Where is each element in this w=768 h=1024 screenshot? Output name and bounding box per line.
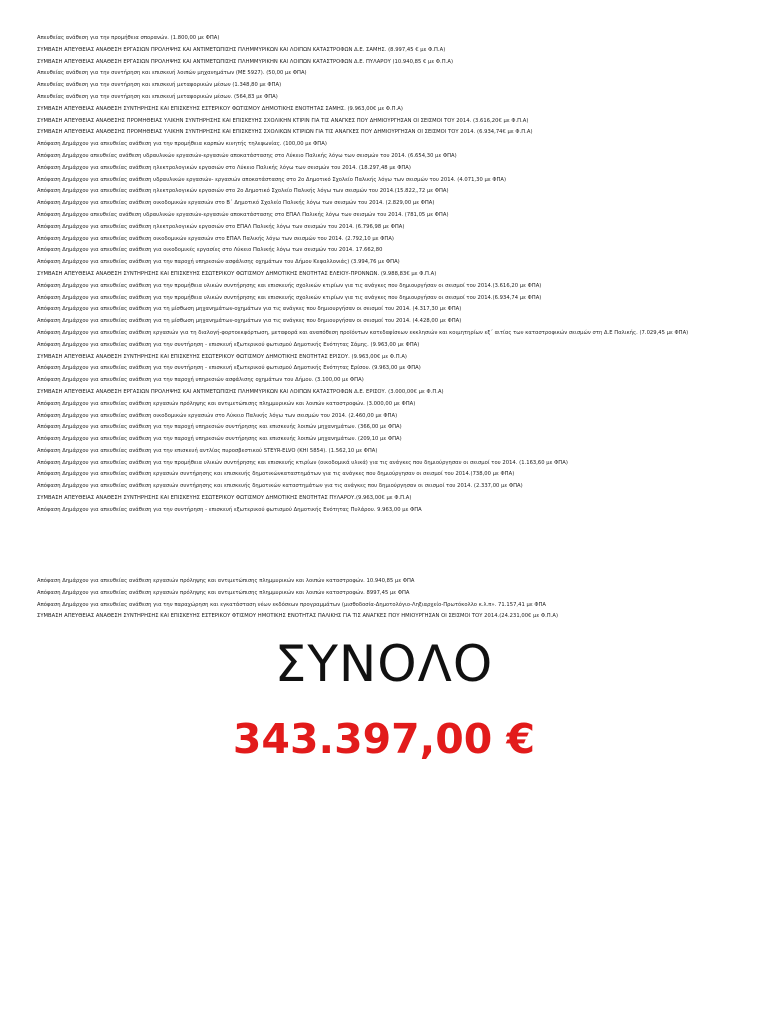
total-label: ΣΥΝΟΛΟ: [274, 635, 494, 693]
list-item: Απόφαση Δημάρχου για απευθείας ανάθεση για την παραχώρηση και εγκατάσταση νέων εκδόσεων προγραμμάτων (μισθοδοσία-Δημοτολόγιο-Ληξιαρχείο-Πρωτόκολλο κ.λ.π». 71.157,41 με ΦΠΑ: [37, 601, 547, 608]
list-item: Απόφαση Δημάρχου για απευθείας ανάθεση για την συντήρηση - επισκευή εξωτερικού φωτισμού Δημοτικής Ενότητας Σάμης. (9.963,00 με ΦΠΑ): [37, 341, 420, 348]
list-item: Απόφαση Δημάρχου για απευθείας ανάθεση για την προμήθεια υλικών συντήρησης και επισκευής κτιρίων (οικοδομικά υλικά) για τις ανάγκες που δημιούργησαν οι σεισμοί του 2014. (1.163,60 με ΦΠΑ): [37, 459, 568, 466]
list-item: ΣΥΜΒΑΣΗ ΑΠΕΥΘΕΙΑΣ ΑΝΑΘΕΣΗΣ ΠΡΟΜΗΘΕΙΑΣ ΥΛΙΚΗΝ ΣΥΝΤΗΡΗΣΗΣ ΚΑΙ ΕΠΙΣΚΕΥΗΣ ΣΧΟΛΙΚΗΝ ΚΤΙΡΙΝ ΓΙΑ ΤΙΣ ΑΝΑΓΚΕΣ ΠΟΥ ΔΗΜΙΟΥΡΓΗΣΑΝ ΟΙ ΣΕΙΣΜΟΙ ΤΟΥ 2014. (3.616,20€ με Φ.Π.Α): [37, 117, 529, 124]
list-item: Απευθείας ανάθεση για την προμήθεια σπορανών. (1.800,00 με ΦΠΑ): [37, 35, 220, 41]
list-item: ΣΥΜΒΑΣΗ ΑΠΕΥΘΕΙΑΣ ΑΝΑΘΕΣΗ ΕΡΓΑΣΙΩΝ ΠΡΟΛΗΨΗΣ ΚΑΙ ΑΝΤΙΜΕΤΩΠΙΣΗΣ ΠΛΗΜΜΥΡΙΚΗΝ ΚΑΙ ΛΟΙΠΩΝ ΚΑΤΑΣΤΡΟΦΩΝ Δ.Ε. ΠΥΛΑΡΟΥ (10.940,85 € με Φ.Π.Α): [37, 58, 454, 65]
list-item: ΣΥΜΒΑΣΗ ΑΠΕΥΘΕΙΑΣ ΑΝΑΘΕΣΗ ΣΥΝΤΗΡΗΣΗΣ ΚΑΙ ΕΠΙΣΚΕΥΗΣ ΕΣΤΕΡΙΚΟΥ ΦΩΤΙΣΜΟΥ ΔΗΜΟΤΙΚΗΣ ΕΝΟΤΗΤΑΣ ΣΑΜΗΣ. (9.963,00€ με Φ.Π.Α): [37, 105, 403, 112]
list-item: Απόφαση Δημάρχου για απευθείας ανάθεση εργασιών για τη διαλογή-φορτοεκφόρτωση, μεταφορά και αναπόθεση προϊόντων κατεδαφίσεων εκκλησιών και κοιμητηρίων εξ΄ αιτίας των καταστροφικών σεισμών στη Δ.Ε Παλικής. (7.029,45 με ΦΠΑ): [37, 329, 689, 336]
list-item: Απόφαση Δημάρχου για απευθείας ανάθεση για την παροχή υπηρεσιών συντήρησης και επισκευής λοιπών μηχανημάτων. (366,00 με ΦΠΑ): [37, 424, 402, 431]
list-item: Απόφαση Δημάρχου για απευθείας ανάθεση για την παροχή υπηρεσιών ασφάλισης οχημάτων του Δήμου Κεφαλλονιάς) (3.994,76 με ΦΠΑ): [37, 259, 400, 266]
list-item: Απόφαση Δημάρχου για απευθείας ανάθεση για την επισκευή αντλίας πυροσβεστικού STEYR-ELVO (ΚΗΙ 5854). (1.562,10 με ΦΠΑ): [37, 447, 378, 454]
list-item: Απόφαση Δημάρχου για απευθείας ανάθεση για οικοδομικές εργασίες στο Λύκειο Παλικής λόγω των σεισμών του 2014. 17.662,80: [37, 247, 383, 254]
expense-list-main: [37, 33, 762, 517]
list-item: ΣΥΜΒΑΣΗ ΑΠΕΥΘΕΙΑΣ ΑΝΑΘΕΣΗ ΣΥΝΤΗΡΗΣΗΣ ΚΑΙ ΕΠΙΣΚΕΥΗΣ ΕΣΩΤΕΡΙΚΟΥ ΦΩΤΙΣΜΟΥ ΔΗΜΟΤΙΚΗΣ ΕΝΟΤΗΤΑΣ ΕΡΙΣΟΥ. (9.963,00€ με Φ.Π.Α): [37, 353, 407, 360]
list-item: Απευθείας ανάθεση για την συντήρηση και επισκευή λοιπών μηχανημάτων (ΜΕ 5927). (50,00 με ΦΠΑ): [37, 70, 307, 77]
list-item: Απόφαση Δημάρχου απευθείας ανάθεση υδραυλικών εργασιών-εργασιών αποκατάστασης στο Λύκειο Παλικής λόγω των σεισμών του 2014. (6.654,30 με ΦΠΑ): [37, 152, 457, 159]
list-item: Απευθείας ανάθεση για την συντήρηση και επισκευή μεταφορικών μέσων (1.348,80 με ΦΠΑ): [37, 82, 282, 89]
list-item: Απόφαση Δημάρχου για απευθείας ανάθεση για τη μίσθωση μηχανημάτων-οχημάτων για τις ανάγκες που δημιουργήσαν οι σεισμοί του 2014. (4.428,00 με ΦΠΑ): [37, 318, 462, 325]
list-item: Απόφαση Δημάρχου για απευθείας ανάθεση οικοδομικών εργασιών στο Λύκειο Παλικής λόγω των σεισμών του 2014. (2.460,00 με ΦΠΑ): [37, 412, 398, 419]
list-item: Απόφαση Δημάρχου για απευθείας ανάθεση εργασιών πρόληψης και αντιμετώπισης πλημμυρικών και λοιπών καταστροφών. 10.940,85 με ΦΠΑ: [37, 578, 415, 584]
list-item: ΣΥΜΒΑΣΗ ΑΠΕΥΘΕΙΑΣ ΑΝΑΘΕΣΗ ΕΡΓΑΣΙΩΝ ΠΡΟΛΗΨΗΣ ΚΑΙ ΑΝΤΙΜΕΤΩΠΙΣΗΣ ΠΛΗΜΜΥΡΙΚΩΝ ΚΑΙ ΛΟΙΠΩΝ ΚΑΤΑΣΤΡΟΦΩΝ Δ.Ε. ΕΡΙΣΟΥ. (3.000,00€ με Φ.Π.Α): [37, 388, 444, 395]
list-item: Απόφαση Δημάρχου για απευθείας ανάθεση για την προμήθεια καρπών κινητής τηλεφωνίας. (100,00 με ΦΠΑ): [37, 141, 327, 148]
list-item: Απόφαση Δημάρχου για απευθείας ανάθεση για τη μίσθωση μηχανημάτων-οχημάτων για τις ανάγκες που δημιουργήσαν οι σεισμοί του 2014. (4.317,30 με ΦΠΑ): [37, 306, 462, 313]
list-item: Απόφαση Δημάρχου για απευθείας ανάθεση εργασιών πρόληψης και αντιμετώπισης πλημμυρικών και λοιπών καταστροφών. (3.000,00 με ΦΠΑ): [37, 400, 416, 407]
list-item: Απόφαση Δημάρχου για απευθείας ανάθεση εργασιών πρόληψης και αντιμετώπισης πλημμυρικών και λοιπών καταστροφών. 8997,45 με ΦΠΑ: [37, 589, 410, 596]
list-item: Απόφαση Δημάρχου για απευθείας ανάθεση οικοδομικών εργασιών στο Β΄ Δημοτικό Σχολείο Παλικής λόγω των σεισμών του 2014. (2.829,00 με ΦΠΑ): [37, 200, 435, 207]
list-item: ΣΥΜΒΑΣΗ ΑΠΕΥΘΕΙΑΣ ΑΝΑΘΕΣΗ ΣΥΝΤΗΡΗΣΗΣ ΚΑΙ ΕΠΙΣΚΕΥΗΣ ΕΣΩΤΕΡΙΚΟΥ ΦΩΤΙΣΜΟΥ ΔΗΜΟΤΙΚΗΣ ΕΝΟΤΗΤΑΣ ΠΥΛΑΡΟΥ.(9.963,00€ με Φ.Π.Α): [37, 495, 412, 502]
list-item: ΣΥΜΒΑΣΗ ΑΠΕΥΘΕΙΑΣ ΑΝΑΘΕΣΗΣ ΠΡΟΜΗΘΕΙΑΣ ΥΛΙΚΗΝ ΣΥΝΤΗΡΗΣΗΣ ΚΑΙ ΕΠΙΣΚΕΥΗΣ ΣΧΟΛΙΚΩΝ ΚΤΙΡΙΩΝ ΓΙΑ ΤΙΣ ΑΝΑΓΚΕΣ ΠΟΥ ΔΗΜΙΟΥΡΓΗΣΑΝ ΟΙ ΣΕΙΣΜΟΙ ΤΟΥ 2014. (6.934,74€ με Φ.Π.Α): [37, 129, 533, 136]
expense-list-additional: [37, 576, 762, 623]
list-item: Απόφαση Δημάρχου για απευθείας ανάθεση υδραυλικών εργασιών- εργασιών αποκατάστασης στο 2ο Δημοτικό Σχολείο Παλικής λόγω των σεισμών του 2014. (4.071,30 με ΦΠΑ): [37, 176, 507, 183]
list-item: Απόφαση Δημάρχου για απευθείας ανάθεση για την παροχή υπηρεσιών συντήρησης και επισκευής λοιπών μηχανημάτων. (209,10 με ΦΠΑ): [37, 436, 402, 443]
list-item: ΣΥΜΒΑΣΗ ΑΠΕΥΘΕΙΑΣ ΑΝΑΘΕΣΗ ΣΥΝΤΗΡΗΣΗΣ ΚΑΙ ΕΠΙΣΚΕΥΗΣ ΕΣΤΕΡΙΚΟΥ ΦΤΙΣΜΟΥ ΗΜΟΤΙΚΗΣ ΕΝΟΤΗΤΑΣ ΠΑΛΙΚΗΣ ΓΙΑ ΤΙΣ ΑΝΑΓΚΕΣ ΠΟΥ ΗΜΙΟΥΡΓΗΣΑΝ ΟΙ ΣΕΙΣΜΟΙ ΤΟΥ 2014.(24.231,00€ με Φ.Π.Α): [37, 613, 559, 620]
list-item: Απόφαση Δημάρχου για απευθείας ανάθεση ηλεκτρολογικών εργασιών στο ΕΠΑΛ Παλικής λόγω των σεισμών του 2014. (6.796,98 με ΦΠΑ): [37, 223, 405, 230]
list-item: ΣΥΜΒΑΣΗ ΑΠΕΥΘΕΙΑΣ ΑΝΑΘΕΣΗ ΕΡΓΑΣΙΩΝ ΠΡΟΛΗΨΗΣ ΚΑΙ ΑΝΤΙΜΕΤΩΠΙΣΗΣ ΠΛΗΜΜΥΡΙΚΩΝ ΚΑΙ ΛΟΙΠΩΝ ΚΑΤΑΣΤΡΟΦΩΝ Δ.Ε. ΣΑΜΗΣ. (8.997,45 € με Φ.Π.Α): [37, 46, 446, 53]
list-item: Απόφαση Δημάρχου για απευθείας ανάθεση για την προμήθεια υλικών συντήρησης και επισκευής σχολικών κτιρίων για τις ανάγκες που δημιουργήσαν οι σεισμοί του 2014.(6.934,74 με ΦΠΑ): [37, 294, 542, 301]
list-item: Απόφαση Δημάρχου για απευθείας ανάθεση για την συντήρηση - επισκευή εξωτερικού φωτισμού Δημοτικής Ενότητας Πυλάρου. 9.963,00 με ΦΠΑ: [37, 506, 422, 513]
list-item: Απόφαση Δημάρχου για απευθείας ανάθεση για την προμήθεια υλικών συντήρησης και επισκευής σχολικών κτιρίων για τις ανάγκες που δημιουργήσαν οι σεισμοί του 2014.(3.616,20 με ΦΠΑ): [37, 282, 542, 289]
total-value: 343.397,00 €: [232, 715, 536, 763]
list-item: Απόφαση Δημάρχου για απευθείας ανάθεση εργασιών συντήρησης και επισκευής δημοτικώνκαταστημάτων για τις ανάγκες που δημιούργησαν οι σεισμοί του 2014.(738,00 με ΦΠΑ): [37, 471, 515, 478]
list-item: Απόφαση Δημάρχου για απευθείας ανάθεση ηλεκτρολογικών εργασιών στο 2ο Δημοτικό Σχολείο Παλικής λόγω των σεισμών του 2014.(15.822,,72 με ΦΠΑ): [37, 188, 449, 195]
list-item: Απευθείας ανάθεση για την συντήρηση και επισκευή μεταφορικών μέσων. (564,83 με ΦΠΑ): [37, 93, 278, 100]
list-item: ΣΥΜΒΑΣΗ ΑΠΕΥΘΕΙΑΣ ΑΝΑΘΕΣΗ ΣΥΝΤΗΡΗΣΗΣ ΚΑΙ ΕΠΙΣΚΕΥΗΣ ΕΣΩΤΕΡΙΚΟΥ ΦΩΤΙΣΜΟΥ ΔΗΜΟΤΙΚΗΣ ΕΝΟΤΗΤΑΣ ΕΛΕΙΟΥ-ΠΡΟΝΝΩΝ. (9.988,83€ με Φ.Π.Α): [37, 270, 437, 277]
list-item: Απόφαση Δημάρχου για απευθείας ανάθεση εργασιών συντήρησης και επισκευής δημοτικών καταστημάτων για τις ανάγκες που δημιούργησαν οι σεισμοί του 2014. (2.337,00 με ΦΠΑ): [37, 483, 523, 490]
list-item: Απόφαση Δημάρχου για απευθείας ανάθεση οικοδομικών εργασιών στο ΕΠΑΛ Παλικής λόγω των σεισμών του 2014. (2.792,10 με ΦΠΑ): [37, 235, 394, 242]
list-item: Απόφαση Δημάρχου για απευθείας ανάθεση για την παροχή υπηρεσιών ασφάλισης οχημάτων του Δήμου. (3.100,00 με ΦΠΑ): [37, 377, 364, 384]
list-item: Απόφαση Δημάρχου για απευθείας ανάθεση ηλεκτρολογικών εργασιών στο Λύκειο Παλικής λόγω των σεισμών του 2014. (18.297,48 με ΦΠΑ): [37, 164, 411, 171]
list-item: Απόφαση Δημάρχου απευθείας ανάθεση υδραυλικών εργασιών-εργασιών αποκατάστασης στο ΕΠΑΛ Παλικής λόγω των σεισμών του 2014. (781,05 με ΦΠΑ): [37, 211, 449, 218]
list-item: Απόφαση Δημάρχου για απευθείας ανάθεση για την συντήρηση - επισκευή εξωτερικού φωτισμού Δημοτικής Ενότητας Ερίσου. (9.963,00 με ΦΠΑ): [37, 365, 421, 372]
